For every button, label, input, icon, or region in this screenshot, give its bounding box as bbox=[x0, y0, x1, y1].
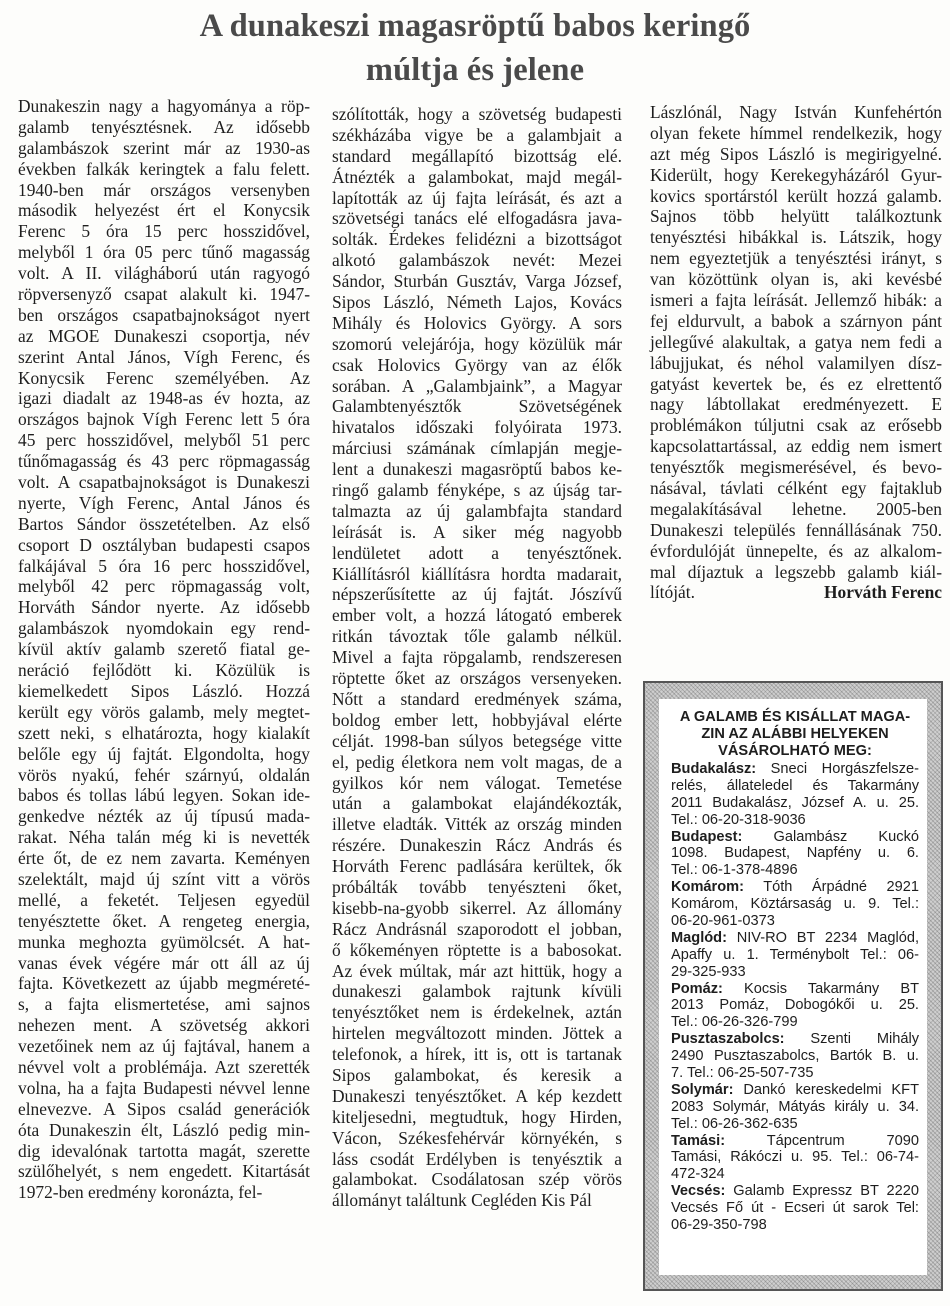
article-text-line: kisebb-na-gyobb sikerrel. Az állomány bbox=[332, 897, 622, 918]
article-text-line: Dunakeszi település fennállásának 750. bbox=[650, 519, 942, 540]
article-text-line: elnevezve. A Sipos család generációk bbox=[18, 1098, 310, 1119]
retailer-detail: NIV-RO BT 2234 Maglód, bbox=[726, 929, 919, 946]
article-text-line: 45 perc hosszidővel, melyből 51 perc bbox=[18, 430, 310, 451]
article-text-line: hivatalos időszaki folyóirata 1973. bbox=[332, 417, 622, 438]
article-text-line: Bartos Sándor összetételben. Az első bbox=[18, 513, 310, 534]
article-text-line: volt. A II. világháború után ragyogó bbox=[18, 263, 310, 284]
retailers-heading-line: A GALAMB ÉS KISÁLLAT MAGA- bbox=[679, 709, 911, 725]
article-text-line: szólították, hogy a szövetség budapesti bbox=[332, 104, 622, 124]
article-text-line: székházába vigye be a galambjait a bbox=[332, 124, 622, 145]
article-text-line: szerint Antal János, Vígh Ferenc, és bbox=[18, 346, 310, 367]
article-text-line: rakat. Néha talán még ki is nevették bbox=[18, 827, 310, 848]
retailers-box bbox=[643, 681, 943, 1291]
article-column-1 bbox=[18, 96, 310, 1203]
article-text-line: lábujjukat, és néhol valamilyen dísz- bbox=[650, 352, 942, 373]
article-text-line: problémákon túljutni csak az erősebb bbox=[650, 415, 942, 436]
article-title bbox=[100, 4, 850, 92]
title-line: A dunakeszi magasröptű babos keringő bbox=[199, 8, 751, 44]
article-text-line: standard megállapító bizottság elé. bbox=[332, 145, 622, 166]
article-author: Horváth Ferenc bbox=[824, 582, 942, 603]
retailer-line: Vecsés Fő út - Ecseri út sarok Tel: bbox=[671, 1200, 919, 1217]
article-text-line: Kiállításról kiállításra hordta madarait, bbox=[332, 563, 622, 584]
article-text-line: van közöttünk olyan is, aki kevésbé bbox=[650, 269, 942, 290]
article-text-line: Sipos galambokat, és keresik a bbox=[332, 1064, 622, 1085]
article-text-line: népszerűsítette az új fajtát. Jószívű bbox=[332, 584, 622, 605]
article-text-line: Rácz Andrásnál szaporodott el jobban, bbox=[332, 918, 622, 939]
article-text-line: vezetőinek nem az új fajtával, hanem a bbox=[18, 1036, 310, 1057]
retailer-line: Komárom, Köztársaság u. 9. Tel.: bbox=[671, 896, 919, 913]
retailer-line: Tel.: 06-26-326-799 bbox=[671, 1014, 798, 1031]
article-text-line: leírását is. A siker még nagyobb bbox=[332, 521, 622, 542]
retailer-detail: Tóth Árpádné 2921 bbox=[743, 879, 919, 896]
article-text-line: galambászok szerint már az 1930-as bbox=[18, 137, 310, 158]
article-text-line: röpversenyző csapat alakult ki. 1947- bbox=[18, 284, 310, 305]
article-text-line: 1972-ben eredmény koronázta, fel- bbox=[18, 1182, 263, 1203]
article-text-line: belőle egy új fajtát. Elgondolta, hogy bbox=[18, 743, 310, 764]
article-text-line: hirtelen megváltozott minden. Jöttek a bbox=[332, 1023, 622, 1044]
article-text-line: évfordulóját ünnepelte, és az alkalom- bbox=[650, 540, 942, 561]
article-text-line: Galambtenyésztők Szövetségének bbox=[332, 396, 622, 417]
article-text-line: márciusi számának címlapján megje- bbox=[332, 438, 622, 459]
retailer-line bbox=[671, 829, 919, 846]
retailer-line bbox=[671, 1133, 919, 1150]
article-text-line: talmazta az új galambfajta standard bbox=[332, 500, 622, 521]
article-text-line: igazi diadalt az 1948-as év hozta, az bbox=[18, 388, 310, 409]
article-text-line: csak Holovics György van az élők bbox=[332, 354, 622, 375]
article-text-line: kiteljesedni, megtudtuk, hogy Hirden, bbox=[332, 1106, 622, 1127]
retailer-line bbox=[671, 1082, 919, 1099]
article-text-line: azt még Sipos László is megirigyelné. bbox=[650, 143, 942, 164]
retailers-heading-line: ZIN AZ ALÁBBI HELYEKEN bbox=[701, 726, 889, 742]
retailer-line: Apaffy u. 1. Terménybolt Tel.: 06- bbox=[671, 946, 919, 963]
retailer-line: 2490 Pusztaszabolcs, Bartók B. u. bbox=[671, 1048, 919, 1065]
article-text-line: galamb tenyésztésnek. Az idősebb bbox=[18, 116, 310, 137]
article-text-line: szelektált, majd új színt vitt a vörös bbox=[18, 868, 310, 889]
article-text-line: vanas évek végére már ott áll az új bbox=[18, 952, 310, 973]
article-text-line: fej eldurvult, a babok a szárnyon pánt bbox=[650, 310, 942, 331]
retailers-heading bbox=[671, 709, 919, 760]
article-text-line: sorában. A „Galambjaink”, a Magyar bbox=[332, 375, 622, 396]
article-text-line: Konycsik Ferenc személyében. Az bbox=[18, 367, 310, 388]
article-text-line: ben országos csapatbajnokságot nyert bbox=[18, 304, 310, 325]
article-text-line: kívül aktív galamb szerető fiatal ge- bbox=[18, 639, 310, 660]
article-text-line: tenyésztők megismerésével, és bevo- bbox=[650, 457, 942, 478]
article-text-line: országos bajnok Vígh Ferenc lett 5 óra bbox=[18, 409, 310, 430]
article-text-line: Kiderült, hogy Kerekegyházáról Gyur- bbox=[650, 164, 942, 185]
article-text-line: Vácon, Székesfehérvár környékén, s bbox=[332, 1127, 622, 1148]
article-text-line: szett neki, s elhatározta, hogy kialakít bbox=[18, 722, 310, 743]
article-text-line: röptette őket az országos versenyeken. bbox=[332, 668, 622, 689]
retailer-line bbox=[671, 1183, 919, 1200]
article-text-line: galambászok nyomdokain egy rend- bbox=[18, 618, 310, 639]
article-text-line: Lászlónál, Nagy István Kunfehértón bbox=[650, 102, 942, 122]
article-text-line: kapcsolattartással, az eddig nem ismert bbox=[650, 436, 942, 457]
article-text-line: nagy lábtollakat eredményezett. E bbox=[650, 394, 942, 415]
article-text-line: Nőtt a standard eredmények száma, bbox=[332, 688, 622, 709]
article-text-line: névvel volt a problémája. Azt szerették bbox=[18, 1056, 310, 1077]
article-text-line: ringő galamb fényképe, s az újság tar- bbox=[332, 480, 622, 501]
article-text-line: boldog ember lett, hobbyjával elérte bbox=[332, 709, 622, 730]
article-text-line: neráció fejlődött ki. Közülük is bbox=[18, 660, 310, 681]
article-text-line: gatyást kevertek be, és ez elrettentő bbox=[650, 373, 942, 394]
retailer-line: 06-29-350-798 bbox=[671, 1217, 767, 1234]
article-text-line: alkotó galambászok nevét: Mezei bbox=[332, 250, 622, 271]
article-text-line: nyerte, Vígh Ferenc, Antal János és bbox=[18, 492, 310, 513]
article-text-line: melyből 42 perc röpmagasság volt, bbox=[18, 576, 310, 597]
article-text-line: próbálták tovább tenyészteni őket, bbox=[332, 876, 622, 897]
retailer-line bbox=[671, 930, 919, 947]
retailer-city: Pusztaszabolcs: bbox=[671, 1031, 785, 1048]
article-text-line: lítóját. bbox=[650, 582, 695, 603]
article-text-line: Mihály és Holovics György. A sors bbox=[332, 312, 622, 333]
article-text-line: Horváth Sándor nyerte. Az idősebb bbox=[18, 597, 310, 618]
article-text-line: években falkák keringtek a falu felett. bbox=[18, 158, 310, 179]
retailer-line: Tel.: 06-1-378-4896 bbox=[671, 862, 798, 879]
retailer-city: Komárom: bbox=[671, 879, 744, 896]
retailer-detail: Galambász Kuckó bbox=[742, 828, 919, 845]
article-text-line: gyilkos kór nem válogat. Temetése bbox=[332, 772, 622, 793]
article-text-line: érte őt, de ez nem zavarta. Keményen bbox=[18, 848, 310, 869]
article-text-line: állományt találtunk Cegléden Kis Pál bbox=[332, 1190, 592, 1211]
article-text-line: nem egyeztetjük a tenyésztési irányt, s bbox=[650, 248, 942, 269]
retailer-line: 06-20-961-0373 bbox=[671, 913, 775, 930]
retailer-line: 472-324 bbox=[671, 1166, 725, 1183]
article-text-line: mellé, a feketét. Teljesen egyedül bbox=[18, 889, 310, 910]
article-text-line: Mivel a fajta röpgalamb, rendszeresen bbox=[332, 647, 622, 668]
article-text-line: célját. 1998-ban súlyos betegsége vitte bbox=[332, 730, 622, 751]
retailers-box-inner bbox=[659, 699, 927, 1275]
retailer-detail: Galamb Expressz BT 2220 bbox=[725, 1183, 919, 1200]
retailer-detail: Szenti Mihály bbox=[784, 1031, 919, 1048]
retailer-city: Tamási: bbox=[671, 1132, 726, 1149]
article-column-2 bbox=[332, 104, 622, 1211]
article-text-line: olyan fekete hímmel rendelkezik, hogy bbox=[650, 122, 942, 143]
retailer-city: Vecsés: bbox=[671, 1183, 726, 1200]
retailer-line bbox=[671, 879, 919, 896]
article-text-line: volt. A csapatbajnokságot is Dunakeszi bbox=[18, 472, 310, 493]
article-text-line: kiemelkedett Sipos László. Hozzá bbox=[18, 680, 310, 701]
article-text-line: szomorú velejárója, hogy közülük már bbox=[332, 333, 622, 354]
article-text-line: Sipos László, Németh Lajos, Kovács bbox=[332, 292, 622, 313]
article-text-line: Az évek múltak, már azt hittük, hogy a bbox=[332, 960, 622, 981]
article-text-line: tenyésztőket nem is érdekelnek, aztán bbox=[332, 1002, 622, 1023]
article-text-line: ember volt, a hozzá látogató emberek bbox=[332, 605, 622, 626]
retailer-city: Maglód: bbox=[671, 929, 727, 946]
article-text-line: ismeri a fajta leírását. Jellemző hibák: a bbox=[650, 290, 942, 311]
title-line: múltja és jelene bbox=[365, 52, 585, 88]
article-text-line: tűnőmagasság és 43 perc röpmagasság bbox=[18, 451, 310, 472]
article-text-line: Ferenc 5 óra 15 perc hosszidővel, bbox=[18, 221, 310, 242]
retailer-line: 1098. Budapest, Napfény u. 6. bbox=[671, 845, 919, 862]
retailer-detail: Tápcentrum 7090 bbox=[725, 1132, 919, 1149]
article-text-line: melyből 1 óra 05 perc tűnő magasság bbox=[18, 242, 310, 263]
article-text-line: dunakeszi galambok rajtunk kívüli bbox=[332, 981, 622, 1002]
article-text-line: szülőhelyét, s nem engedett. Kitartását bbox=[18, 1161, 310, 1182]
article-text-line: 1940-ben már országos versenyben bbox=[18, 179, 310, 200]
article-text-line: második helyezést ért el Konycsik bbox=[18, 200, 310, 221]
article-text-line: szövetségi tanács elé elfogadásra java- bbox=[332, 208, 622, 229]
article-text-line: részére. Dunakeszin Rácz András és bbox=[332, 835, 622, 856]
article-text-line: dig idevalónak tartotta magát, szerette bbox=[18, 1140, 310, 1161]
article-text-line: lendületet adott a tenyésztőnek. bbox=[332, 542, 622, 563]
article-text-line: tenyésztette őket. A rengeteg energia, bbox=[18, 910, 310, 931]
retailer-city: Budakalász: bbox=[671, 761, 757, 777]
retailer-city: Pomáz: bbox=[671, 980, 723, 997]
retailer-line: relés, állateledel és Takarmány bbox=[671, 777, 919, 794]
retailer-line: 2011 Budakalász, József A. u. 25. bbox=[671, 794, 919, 811]
article-text-line: Dunakeszin nagy a hagyománya a röp- bbox=[18, 96, 310, 116]
article-text-line: nehezen ment. A szövetség akkori bbox=[18, 1015, 310, 1036]
article-text-line: Sándor, Sturbán Gusztáv, Varga József, bbox=[332, 271, 622, 292]
retailers-heading-line: VÁSÁROLHATÓ MEG: bbox=[718, 743, 872, 759]
article-text-line: tenyésztési hibákkal is. Látszik, hogy bbox=[650, 227, 942, 248]
article-text-line: fajta. Következett az újabb megméreté- bbox=[18, 973, 310, 994]
retailer-line: Tel.: 06-20-318-9036 bbox=[671, 811, 806, 828]
article-text-line: babos és tollas lábú legyen. Sokan ide- bbox=[18, 785, 310, 806]
article-text-line: után a galambokat elajándékozták, bbox=[332, 793, 622, 814]
retailer-line: 2013 Pomáz, Dobogókői u. 25. bbox=[671, 997, 919, 1014]
retailer-detail: Sneci Horgászfelsze- bbox=[756, 761, 919, 777]
article-text-line bbox=[650, 582, 942, 603]
retailer-line: 29-325-933 bbox=[671, 963, 746, 980]
retailer-line: Tamási, Rákóczi u. 95. Tel.: 06-74- bbox=[671, 1149, 919, 1166]
retailer-line: 7. Tel.: 06-25-507-735 bbox=[671, 1065, 814, 1082]
article-text-line: vörös nyakú, fehér szárnyú, oldalán bbox=[18, 764, 310, 785]
retailer-city: Solymár: bbox=[671, 1081, 734, 1098]
article-text-line: Átnézték a galambokat, majd megál- bbox=[332, 166, 622, 187]
article-text-line: Sajnos több helyütt találkoztunk bbox=[650, 206, 942, 227]
retailer-line: 2083 Solymár, Mátyás király u. 34. bbox=[671, 1098, 919, 1115]
retailer-line bbox=[671, 1031, 919, 1048]
article-text-line: volna, ha a fajta Budapesti névvel lenne bbox=[18, 1077, 310, 1098]
retailer-detail: Dankó kereskedelmi KFT bbox=[733, 1081, 919, 1098]
article-text-line: megalakításával lehetne. 2005-ben bbox=[650, 498, 942, 519]
retailer-line bbox=[671, 761, 919, 778]
article-text-line: s, a fajta elismertetése, ami sajnos bbox=[18, 994, 310, 1015]
article-text-line: jellegűvé alakultak, a gatya nem fedi a bbox=[650, 331, 942, 352]
article-text-line: óta Dunakeszin élt, László pedig min- bbox=[18, 1119, 310, 1140]
article-text-line: Horváth Ferenc padlására kerültek, ők bbox=[332, 856, 622, 877]
article-text-line: genkedve nézték az új típusú mada- bbox=[18, 806, 310, 827]
retailer-city: Budapest: bbox=[671, 828, 743, 845]
article-text-line: mal díjaztuk a legszebb galamb kiál- bbox=[650, 561, 942, 582]
retailer-detail: Kocsis Takarmány BT bbox=[722, 980, 919, 997]
article-text-line: galambokat. Csodálatosan szép vörös bbox=[332, 1169, 622, 1190]
article-text-line: ő kőkeményen röptette is a babosokat. bbox=[332, 939, 622, 960]
article-text-line: csoport D osztályban budapesti csapos bbox=[18, 534, 310, 555]
article-text-line: solták. Érdekes felidézni a bizottságot bbox=[332, 229, 622, 250]
article-text-line: lapították az új fajta leírását, és azt a bbox=[332, 187, 622, 208]
article-text-line: munka meghozta gyümölcsét. A hat- bbox=[18, 931, 310, 952]
article-text-line: az MGOE Dunakeszi csoportja, név bbox=[18, 325, 310, 346]
retailer-line bbox=[671, 981, 919, 998]
article-text-line: ritkán távoztak tőle galamb nélkül. bbox=[332, 626, 622, 647]
article-text-line: láss csodát Erdélyben is tenyésztik a bbox=[332, 1148, 622, 1169]
article-text-line: lent a dunakeszi magasröptű babos ke- bbox=[332, 459, 622, 480]
article-column-3 bbox=[650, 102, 942, 603]
retailers-list bbox=[671, 761, 919, 1234]
article-text-line: el, pedig életkora nem volt magas, de a bbox=[332, 751, 622, 772]
article-text-line: került egy vörös galamb, mely megtet- bbox=[18, 701, 310, 722]
article-text-line: násával, távlati célként egy fajtaklub bbox=[650, 478, 942, 499]
article-text-line: illetve eladták. Vitték az ország minden bbox=[332, 814, 622, 835]
article-text-line: kovics sportárstól került hozzá galamb. bbox=[650, 185, 942, 206]
article-text-line: falkájával 5 óra 16 perc hosszidővel, bbox=[18, 555, 310, 576]
article-text-line: Dunakeszi tenyésztőket. A kép kezdett bbox=[332, 1085, 622, 1106]
article-text-line: telefonok, a hírek, itt is, ott is tartanak bbox=[332, 1044, 622, 1065]
retailer-line: Tel.: 06-26-362-635 bbox=[671, 1115, 798, 1132]
